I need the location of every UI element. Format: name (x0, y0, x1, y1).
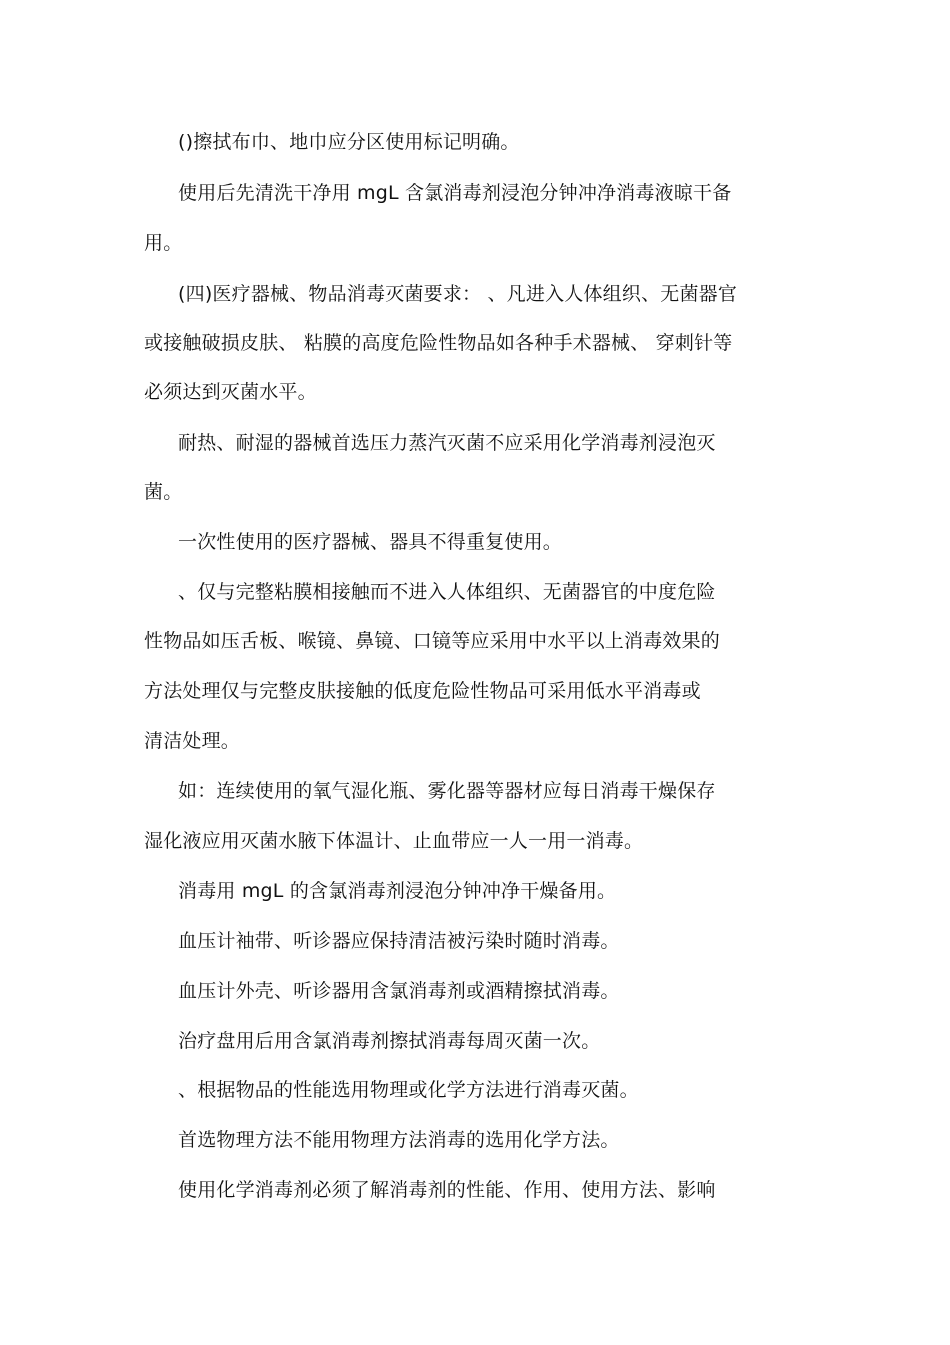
text-line: 耐热、耐湿的器械首选压力蒸汽灭菌不应采用化学消毒剂浸泡灭 (178, 432, 716, 454)
text-line: 菌。 (144, 481, 183, 503)
text-line: 必须达到灭菌水平。 (144, 381, 317, 403)
text-line: 方法处理仅与完整皮肤接触的低度危险性物品可采用低水平消毒或 (144, 680, 701, 702)
text-line: 用。 (144, 232, 183, 254)
text-line: 血压计袖带、听诊器应保持清洁被污染时随时消毒。 (178, 930, 620, 952)
text-line: 湿化液应用灭菌水腋下体温计、止血带应一人一用一消毒。 (144, 830, 644, 852)
text-line: 如：连续使用的氧气湿化瓶、雾化器等器材应每日消毒干燥保存 (178, 780, 716, 802)
text-line: 血压计外壳、听诊器用含氯消毒剂或酒精擦拭消毒。 (178, 980, 620, 1002)
text-line: 使用后先清洗干净用 mgL 含氯消毒剂浸泡分钟冲净消毒液晾干备 (178, 182, 732, 204)
text-line: (四)医疗器械、物品消毒灭菌要求： 、凡进入人体组织、无菌器官 (178, 283, 738, 305)
text-line: ()擦拭布巾、地巾应分区使用标记明确。 (178, 131, 520, 153)
text-line: 使用化学消毒剂必须了解消毒剂的性能、作用、使用方法、影响 (178, 1179, 716, 1201)
text-line: 或接触破损皮肤、 粘膜的高度危险性物品如各种手术器械、 穿刺针等 (144, 332, 733, 354)
text-line: 消毒用 mgL 的含氯消毒剂浸泡分钟冲净干燥备用。 (178, 880, 617, 902)
text-line: 、仅与完整粘膜相接触而不进入人体组织、无菌器官的中度危险 (178, 581, 716, 603)
text-line: 一次性使用的医疗器械、器具不得重复使用。 (178, 531, 563, 553)
text-line: 首选物理方法不能用物理方法消毒的选用化学方法。 (178, 1129, 620, 1151)
text-line: 清洁处理。 (144, 730, 241, 752)
text-line: 治疗盘用后用含氯消毒剂擦拭消毒每周灭菌一次。 (178, 1030, 601, 1052)
text-line: 、根据物品的性能选用物理或化学方法进行消毒灭菌。 (178, 1079, 639, 1101)
text-line: 性物品如压舌板、喉镜、鼻镜、口镜等应采用中水平以上消毒效果的 (144, 630, 721, 652)
